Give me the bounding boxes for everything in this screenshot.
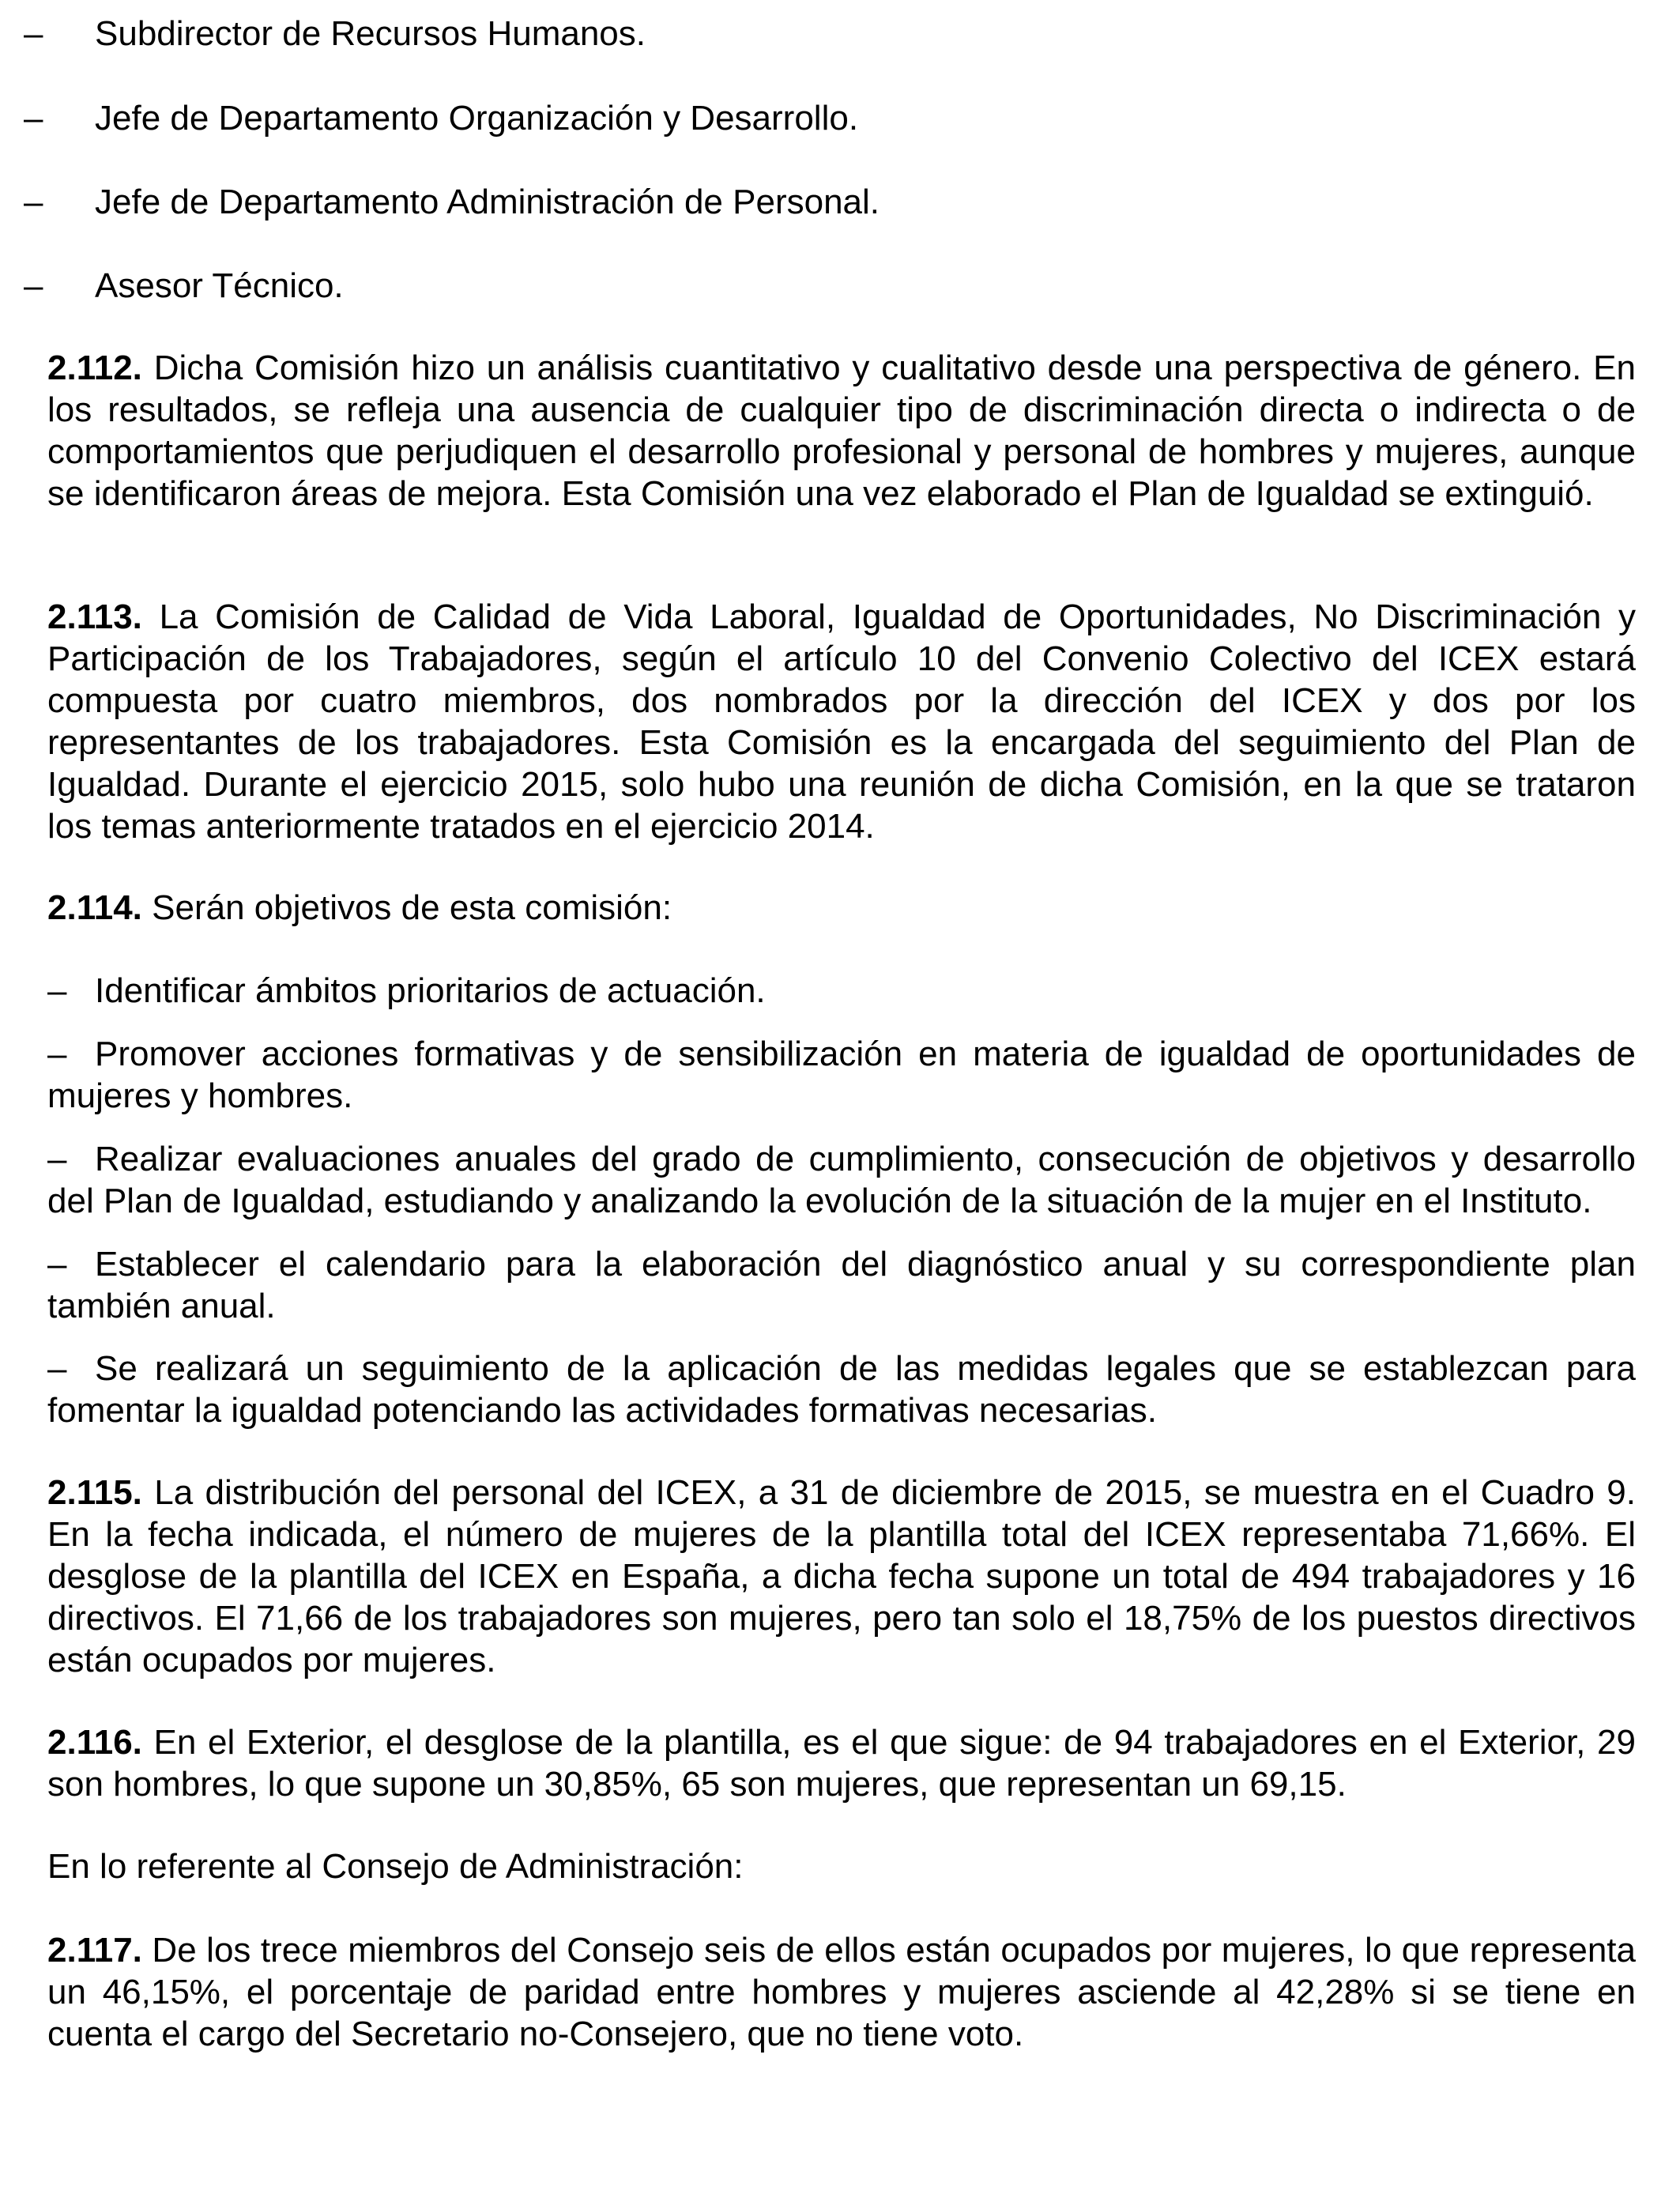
dash-bullet: – (24, 99, 43, 138)
paragraph-text: La Comisión de Calidad de Vida Laboral, Igualdad de Oportunidades, No Discriminación y Participación de los Trabajadores, según el artículo 10 del Convenio Colectivo del ICEX estará compuesta por cuatro miembros, dos nombrados por la dirección del ICEX y dos por los representantes de los trabajadores. Esta Comisión es la encargada del seguimiento del Plan de Igualdad. Durante el ejercicio 2015, solo hubo una reunión de dicha Comisión, en la que se trataron los temas anteriormente tratados en el ejercicio 2014. (47, 598, 1636, 846)
objective-item (47, 1348, 1636, 1431)
paragraph-2-116 (47, 1721, 1636, 1805)
objective-text: Identificar ámbitos prioritarios de actuación. (95, 971, 766, 1010)
dash-bullet: – (24, 183, 43, 221)
list-item-text: Jefe de Departamento Organización y Desarrollo. (95, 99, 859, 138)
objective-text: Establecer el calendario para la elaboración del diagnóstico anual y su correspondiente plan también anual. (47, 1245, 1636, 1325)
dash-bullet: – (24, 266, 43, 305)
paragraph-2-114 (47, 887, 1636, 929)
paragraph-text: En el Exterior, el desglose de la plantilla, es el que sigue: de 94 trabajadores en el Exterior, 29 son hombres, lo que supone un 30,85%, 65 son mujeres, que representan un 69,15. (47, 1723, 1636, 1804)
paragraph-text: La distribución del personal del ICEX, a 31 de diciembre de 2015, se muestra en el Cuadro 9. En la fecha indicada, el número de mujeres de la plantilla total del ICEX representaba 71,66%. El desglose de la plantilla del ICEX en España, a dicha fecha supone un total de 494 trabajadores y 16 directivos. El 71,66 de los trabajadores son mujeres, pero tan solo el 18,75% de los puestos directivos están ocupados por mujeres. (47, 1473, 1636, 1679)
list-item-text: Subdirector de Recursos Humanos. (95, 14, 646, 53)
objective-item (47, 970, 1636, 1012)
paragraph-number: 2.115. (47, 1473, 142, 1512)
objective-text: Realizar evaluaciones anuales del grado de cumplimiento, consecución de objetivos y desarrollo del Plan de Igualdad, estudiando y analizando la evolución de la situación de la mujer en el Instituto. (47, 1140, 1636, 1220)
dash-bullet: – (47, 1035, 67, 1073)
list-item-text: Jefe de Departamento Administración de Personal. (95, 183, 880, 221)
dash-bullet: – (47, 1245, 67, 1284)
paragraph-text: De los trece miembros del Consejo seis de ellos están ocupados por mujeres, lo que representa un 46,15%, el porcentaje de paridad entre hombres y mujeres asciende al 42,28% si se tiene en cuenta el cargo del Secretario no-Consejero, que no tiene voto. (47, 1931, 1637, 2053)
paragraph-text: Dicha Comisión hizo un análisis cuantitativo y cualitativo desde una perspectiva de género. En los resultados, se refleja una ausencia de cualquier tipo de discriminación directa o indirecta o de comportamientos que perjudiquen el desarrollo profesional y personal de hombres y mujeres, aunque se identificaron áreas de mejora. Esta Comisión una vez elaborado el Plan de Igualdad se extinguió. (47, 349, 1636, 513)
paragraph-2-113 (47, 596, 1636, 847)
consejo-intro (47, 1845, 1636, 1887)
objective-text: Promover acciones formativas y de sensibilización en materia de igualdad de oportunidades de mujeres y hombres. (47, 1035, 1636, 1115)
paragraph-number: 2.117. (47, 1931, 142, 1970)
objective-item (47, 1138, 1636, 1222)
paragraph-text: En lo referente al Consejo de Administración: (47, 1847, 744, 1886)
list-item-text: Asesor Técnico. (95, 266, 344, 305)
paragraph-2-112 (47, 347, 1636, 515)
dash-bullet: – (47, 1140, 67, 1178)
dash-bullet: – (47, 1349, 67, 1388)
paragraph-number: 2.114. (47, 888, 142, 927)
paragraph-number: 2.113. (47, 598, 142, 636)
paragraph-number: 2.112. (47, 349, 142, 387)
objective-text: Se realizará un seguimiento de la aplicación de las medidas legales que se establezcan para fomentar la igualdad potenciando las actividades formativas necesarias. (47, 1349, 1636, 1430)
dash-bullet: – (47, 971, 67, 1010)
paragraph-2-117 (47, 1929, 1636, 2055)
paragraph-2-115 (47, 1472, 1636, 1681)
objective-item (47, 1033, 1636, 1117)
dash-bullet: – (24, 14, 43, 53)
paragraph-text: Serán objetivos de esta comisión: (152, 888, 672, 927)
paragraph-number: 2.116. (47, 1723, 142, 1762)
objective-item (47, 1243, 1636, 1327)
